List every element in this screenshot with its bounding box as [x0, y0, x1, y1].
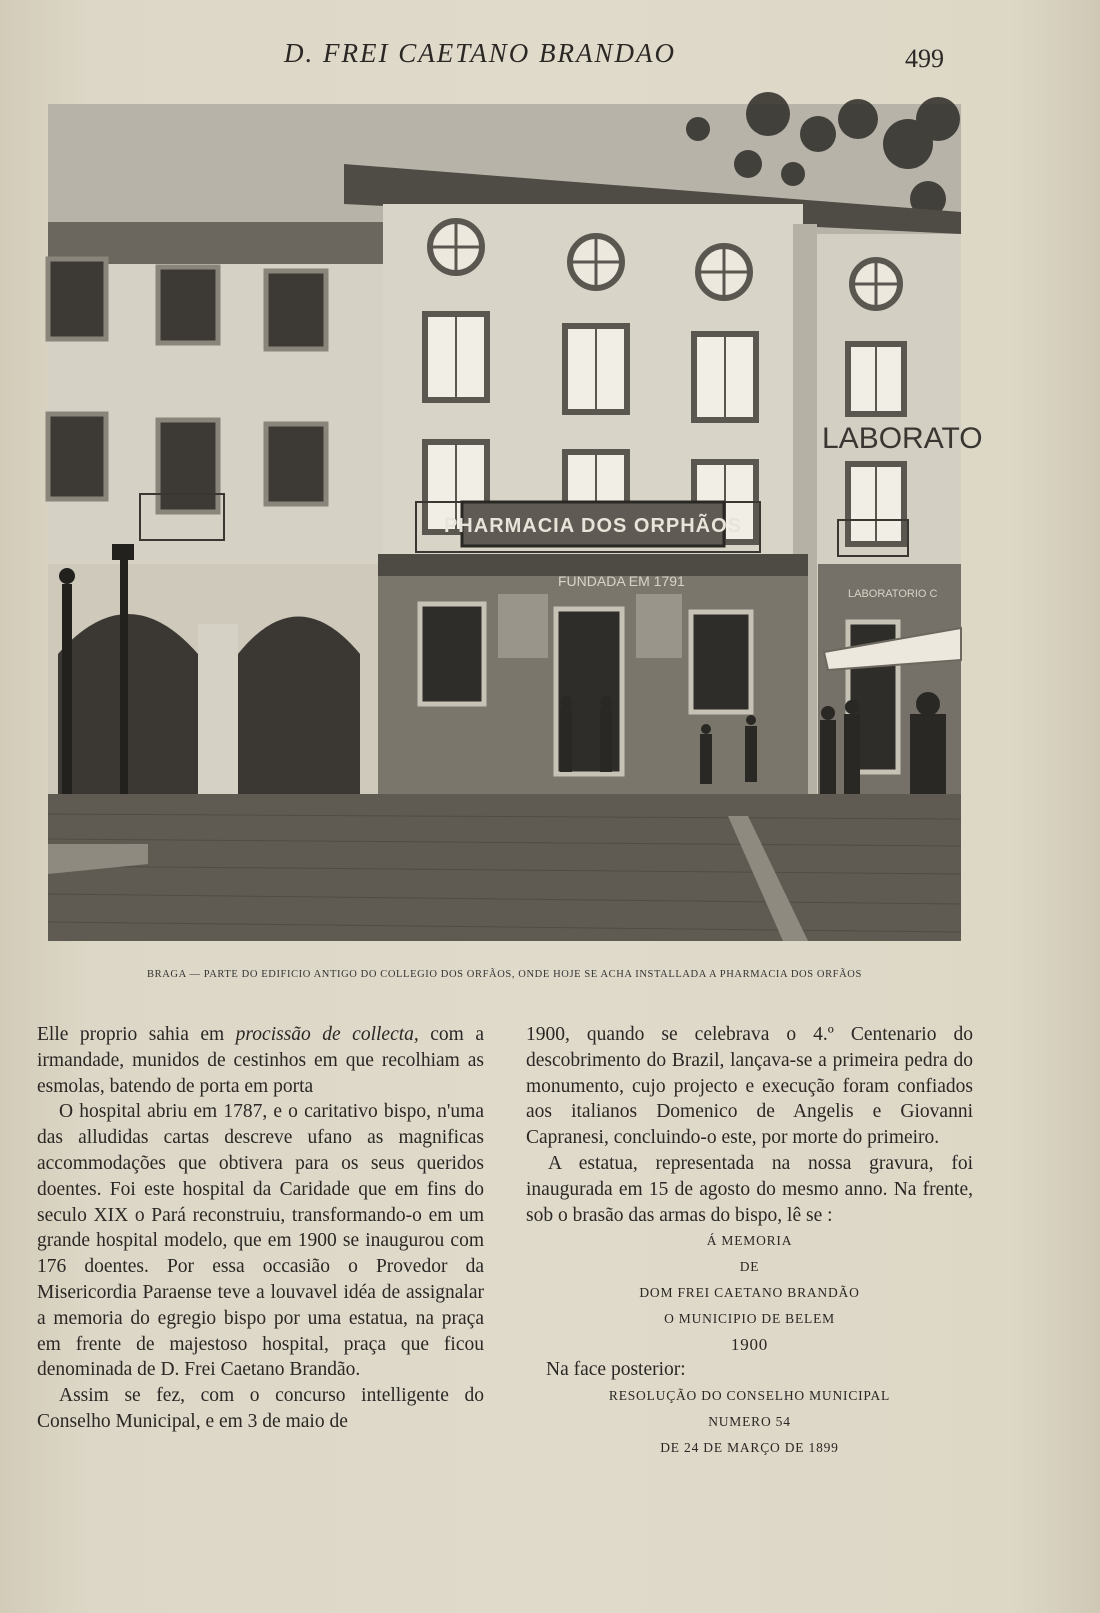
paragraph-collecta-end: com a irmandade, munidos de cestinhos em que recolhiam as esmolas, batendo de porta em porta: [37, 1024, 484, 1097]
inscription-line: DOM FREI CAETANO BRANDÃO: [639, 1284, 860, 1300]
photo-caption: BRAGA — PARTE DO EDIFICIO ANTIGO DO COLLEGIO DOS ORFÃOS, ONDE HOJE SE ACHA INSTALLADA A PHARMACIA DOS ORFÃOS: [147, 969, 862, 980]
paragraph-collecta-start: Elle proprio sahia em: [37, 1024, 236, 1045]
inscription-line: DE 24 DE MARÇO DE 1899: [660, 1439, 839, 1455]
laboratory-sign-text: LABORATO: [822, 422, 983, 455]
inscription-front: [526, 1228, 973, 1357]
text-column-right: [526, 1022, 973, 1461]
building-photograph: [48, 104, 983, 941]
founded-sign-text: FUNDADA EM 1791: [558, 573, 685, 589]
paragraph-conselho: Assim se fez, com o concurso intelligente do Conselho Municipal, e em 3 de maio de: [37, 1385, 484, 1432]
inscription-year: 1900: [730, 1334, 769, 1354]
paragraph-collecta: [37, 1022, 484, 1099]
inscription-line: RESOLUÇÃO DO CONSELHO MUNICIPAL: [608, 1388, 891, 1404]
posterior-label: Na face posterior:: [546, 1359, 686, 1381]
running-title: D. FREI CAETANO BRANDAO: [284, 38, 676, 68]
inscription-line: Á MEMORIA: [706, 1233, 793, 1249]
inscription-line: NUMERO 54: [708, 1413, 791, 1429]
laboratory-small-sign: LABORATORIO C: [848, 588, 938, 600]
pharmacy-sign-text: PHARMACIA DOS ORPHÃOS: [443, 515, 743, 537]
text-column-left: [37, 1022, 484, 1435]
inscription-line: O MUNICIPIO DE BELEM: [664, 1310, 835, 1326]
paragraph-centenario: 1900, quando se celebrava o 4.º Centenario do descobrimento do Brazil, lançava-se a primeira pedra do monumento, cujo projecto e execução foram confiados aos italianos Domenico de Angelis e Giovanni Capranesi, concluindo-o este, por morte do primeiro.: [526, 1024, 973, 1149]
page-number: 499: [905, 44, 944, 73]
paragraph-estatua: A estatua, representada na nossa gravura, foi inaugurada em 15 de agosto do mesmo anno. Na frente, sob o brasão das armas do bispo, lê se :: [526, 1152, 973, 1226]
inscription-back: [526, 1383, 973, 1460]
italic-phrase: procissão de collecta,: [235, 1024, 419, 1045]
inscription-line: DE: [739, 1259, 760, 1275]
paragraph-hospital: O hospital abriu em 1787, e o caritativo bispo, n'uma das alludidas cartas descreve ufano as magnificas accommodações que obtivera para os seus queridos doentes. Foi este hospital da Caridade que em fins do seculo XIX o Pará reconstruiu, transformando-o em um grande hospital modelo, que em 1900 se inaugurou com 176 doentes. Por essa occasião o Provedor da Misericordia Paraense teve a louvavel idéa de assignalar a memoria do egregio bispo por uma estatua, na praça em frente de majestoso hospital, praça que ficou denominada de D. Frei Caetano Brandão.: [37, 1101, 484, 1381]
